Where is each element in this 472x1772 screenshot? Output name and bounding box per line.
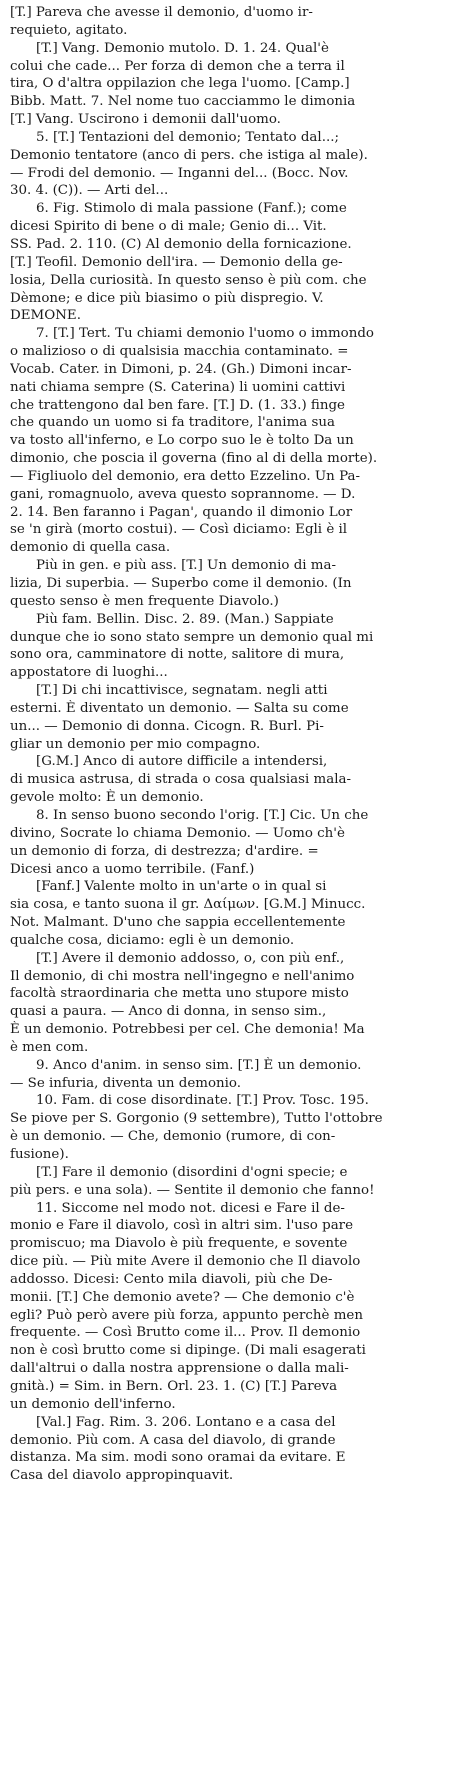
text-line: appostatore di luoghi...	[10, 665, 168, 681]
text-line: quasi a paura. — Anco di donna, in senso sim.,	[10, 1004, 327, 1020]
text-line: va tosto all'inferno, e Lo corpo suo le è tolto Da un	[10, 433, 354, 449]
text-line: un... — Demonio di donna. Cicogn. R. Burl. Pi-	[10, 718, 324, 734]
text-line: 7. [T.] Tert. Tu chiami demonio l'uomo o immondo	[36, 326, 374, 342]
text-line: Dèmone; e dice più biasimo o più dispregio. V.	[10, 290, 324, 306]
text-line: che quando un uomo si fa traditore, l'anima sua	[10, 415, 335, 431]
text-line: [T.] Avere il demonio addosso, o, con più enf.,	[36, 950, 345, 966]
text-line: monio e Fare il diavolo, così in altri sim. l'uso pare	[10, 1218, 354, 1234]
text-line: — Figliuolo del demonio, era detto Ezzelino. Un Pa-	[10, 468, 360, 484]
text-line: demonio di quella casa.	[10, 540, 171, 556]
text-line: questo senso è men frequente Diavolo.)	[10, 593, 279, 609]
text-line: Demonio tentatore (anco di pers. che istiga al male).	[10, 147, 368, 163]
text-line: gani, romagnuolo, aveva questo soprannome. — D.	[10, 486, 356, 502]
text-line: gevole molto: È un demonio.	[10, 790, 204, 806]
text-line: — Frodi del demonio. — Inganni del... (Bocc. Nov.	[10, 165, 349, 181]
text-line: esterni. È diventato un demonio. — Salta su come	[10, 700, 349, 716]
text-line: dall'altrui o dalla nostra apprensione o dalla mali-	[10, 1361, 349, 1377]
text-line: DEMONE.	[10, 308, 81, 324]
text-line: requieto, agitato.	[10, 22, 128, 38]
text-line: [T.] Pareva che avesse il demonio, d'uomo ir-	[10, 5, 313, 20]
text-line: 2. 14. Ben faranno i Pagan', quando il dimonio Lor	[10, 504, 353, 520]
text-line: un demonio di forza, di destrezza; d'ardire. =	[10, 843, 319, 859]
text-line: divino, Socrate lo chiama Demonio. — Uomo ch'è	[10, 825, 345, 841]
text-line: tira, O d'altra oppilazion che lega l'uomo. [Camp.]	[10, 76, 350, 92]
text-line: 9. Anco d'anim. in senso sim. [T.] È un demonio.	[36, 1057, 362, 1073]
text-line: se 'n girà (morto costui). — Così diciamo: Egli è il	[10, 522, 348, 538]
text-line: losia, Della curiosità. In questo senso è più com. che	[10, 272, 367, 288]
text-line: Casa del diavolo appropinquavit.	[10, 1468, 234, 1484]
text-line: promiscuo; ma Diavolo è più frequente, e sovente	[10, 1236, 348, 1252]
text-line: Più in gen. e più ass. [T.] Un demonio di ma-	[36, 558, 337, 574]
text-line: 5. [T.] Tentazioni del demonio; Tentato dal...;	[36, 129, 339, 145]
text-line: 30. 4. (C)). — Arti del...	[10, 183, 169, 199]
text-line: SS. Pad. 2. 110. (C) Al demonio della fornicazione.	[10, 236, 352, 252]
text-line: facoltà straordinaria che metta uno stupore misto	[10, 986, 349, 1002]
text-line: Più fam. Bellin. Disc. 2. 89. (Man.) Sappiate	[36, 611, 334, 627]
text-line: dimonio, che poscia il governa (fino al di della morte).	[10, 451, 378, 467]
text-line: qualche cosa, diciamo: egli è un demonio.	[10, 932, 295, 948]
text-line: un demonio dell'inferno.	[10, 1396, 176, 1412]
text-line: sia cosa, e tanto suona il gr. Δαίμων. [G.M.] Minucc.	[10, 897, 366, 913]
text-line: che trattengono dal ben fare. [T.] D. (1. 33.) finge	[10, 397, 345, 413]
text-line: 6. Fig. Stimolo di mala passione (Fanf.); come	[36, 201, 347, 217]
text-line: Bibb. Matt. 7. Nel nome tuo cacciammo le dimonia	[10, 94, 356, 110]
text-line: 8. In senso buono secondo l'orig. [T.] Cic. Un che	[36, 807, 369, 823]
text-line: [T.] Vang. Demonio mutolo. D. 1. 24. Qual'è	[36, 40, 329, 56]
text-line: Dicesi anco a uomo terribile. (Fanf.)	[10, 861, 255, 877]
text-line: fusione).	[10, 1147, 69, 1162]
text-line: frequente. — Così Brutto come il... Prov. Il demonio	[10, 1325, 361, 1341]
text-line: sono ora, camminatore di notte, salitore di mura,	[10, 647, 345, 663]
text-line: gliar un demonio per mio compagno.	[10, 736, 261, 752]
text-line: [Val.] Fag. Rim. 3. 206. Lontano e a casa del	[36, 1414, 336, 1430]
text-line: Se piove per S. Gorgonio (9 settembre), Tutto l'ottobre	[10, 1111, 383, 1127]
text-line: [T.] Teofil. Demonio dell'ira. — Demonio della ge-	[10, 254, 343, 270]
text-line: [T.] Di chi incattivisce, segnatam. negli atti	[36, 683, 328, 699]
text-line: gnità.) = Sim. in Bern. Orl. 23. 1. (C) [T.] Pareva	[10, 1378, 338, 1394]
text-line: Not. Malmant. D'uno che sappia eccellentemente	[10, 915, 346, 931]
text-line: nati chiama sempre (S. Caterina) li uomini cattivi	[10, 379, 346, 395]
text-line: Il demonio, di chi mostra nell'ingegno e nell'animo	[10, 968, 355, 984]
text-line: è men com.	[10, 1039, 89, 1055]
dictionary-entry-text	[10, 4, 462, 1485]
text-line: demonio. Più com. A casa del diavolo, di grande	[10, 1432, 336, 1448]
text-line: Vocab. Cater. in Dimoni, p. 24. (Gh.) Dimoni incar-	[10, 361, 352, 377]
text-line: dicesi Spirito di bene o di male; Genio di... Vit.	[10, 219, 327, 235]
text-line: [Fanf.] Valente molto in un'arte o in qual si	[36, 879, 327, 895]
text-line: egli? Può però avere più forza, appunto perchè men	[10, 1307, 363, 1323]
text-line: dice più. — Più mite Avere il demonio che Il diavolo	[10, 1254, 361, 1270]
text-line: addosso. Dicesi: Cento mila diavoli, più che De-	[10, 1271, 333, 1287]
text-line: È un demonio. Potrebbesi per cel. Che demonia! Ma	[10, 1022, 365, 1038]
text-line: 10. Fam. di cose disordinate. [T.] Prov. Tosc. 195.	[36, 1093, 369, 1109]
text-line: di musica astrusa, di strada o cosa qualsiasi mala-	[10, 772, 351, 788]
text-line: è un demonio. — Che, demonio (rumore, di con-	[10, 1129, 336, 1145]
text-line: lizia, Di superbia. — Superbo come il demonio. (In	[10, 576, 352, 591]
text-line: [G.M.] Anco di autore difficile a intendersi,	[36, 754, 328, 770]
text-line: [T.] Vang. Uscirono i demonii dall'uomo.	[10, 112, 281, 128]
text-line: colui che cade... Per forza di demon che a terra il	[10, 58, 345, 74]
text-line: o malizioso o di qualsisia macchia contaminato. =	[10, 344, 349, 360]
text-line: — Se infuria, diventa un demonio.	[10, 1075, 242, 1091]
text-line: 11. Siccome nel modo not. dicesi e Fare il de-	[36, 1200, 345, 1216]
text-line: distanza. Ma sim. modi sono oramai da evitare. E	[10, 1450, 346, 1466]
text-line: non è così brutto come si dipinge. (Di mali esagerati	[10, 1343, 366, 1359]
text-line: più pers. e una sola). — Sentite il demonio che fanno!	[10, 1182, 375, 1198]
text-line: [T.] Fare il demonio (disordini d'ogni specie; e	[36, 1164, 348, 1180]
text-line: monii. [T.] Che demonio avete? — Che demonio c'è	[10, 1289, 355, 1305]
text-line: dunque che io sono stato sempre un demonio qual mi	[10, 629, 374, 645]
